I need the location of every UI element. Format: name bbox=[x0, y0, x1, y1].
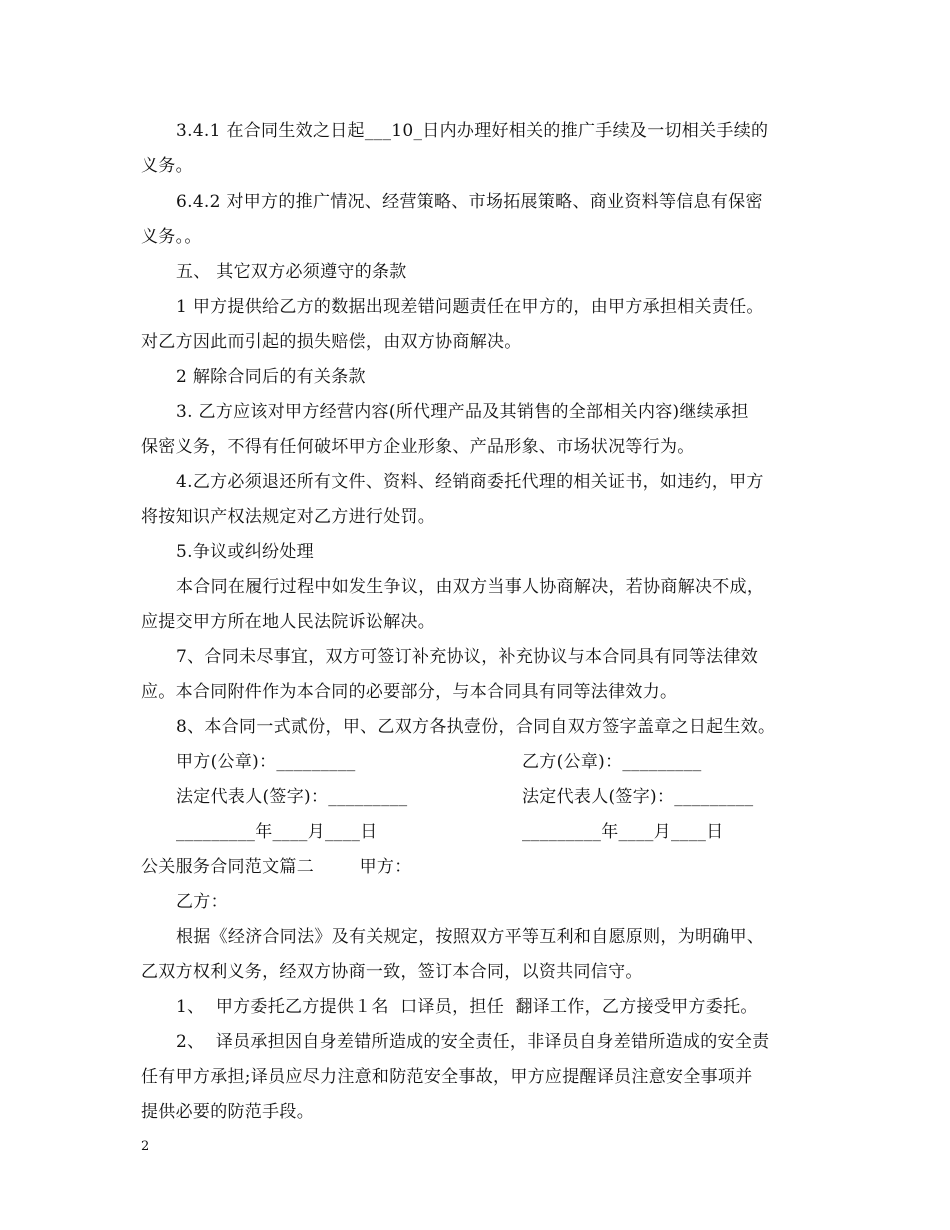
party-a-seal: 甲方(公章)：_________ bbox=[176, 752, 356, 772]
paragraph-line: 应。本合同附件作为本合同的必要部分，与本合同具有同等法律效力。 bbox=[141, 682, 678, 702]
paragraph-line: 2 解除合同后的有关条款 bbox=[176, 367, 366, 387]
paragraph-line: 保密义务，不得有任何破坏甲方企业形象、产品形象、市场状况等行为。 bbox=[141, 437, 695, 457]
party-a-date: _________年____月____日 bbox=[176, 822, 378, 842]
paragraph-line: 5.争议或纠纷处理 bbox=[176, 542, 314, 562]
paragraph-line: 任有甲方承担;译员应尽力注意和防范安全事故，甲方应提醒译员注意安全事项并 bbox=[141, 1067, 753, 1087]
paragraph-line: 3.4.1 在合同生效之日起___10_日内办理好相关的推广手续及一切相关手续的 bbox=[176, 121, 769, 141]
paragraph-line: 义务。。 bbox=[141, 227, 202, 247]
paragraph-line: 乙双方权利义务，经双方协商一致，签订本合同，以资共同信守。 bbox=[141, 962, 643, 982]
paragraph-line: 将按知识产权法规定对乙方进行处罚。 bbox=[141, 507, 436, 527]
section-heading: 五、 其它双方必须遵守的条款 bbox=[176, 262, 407, 282]
party-b-label: 乙方： bbox=[176, 892, 228, 912]
page-number: 2 bbox=[141, 1139, 150, 1154]
section-title: 公关服务合同范文篇二 甲方： bbox=[141, 857, 412, 877]
paragraph-line: 对乙方因此而引起的损失赔偿，由双方协商解决。 bbox=[141, 332, 522, 352]
paragraph-line: 1、 甲方委托乙方提供１名 口译员，担任 翻译工作，乙方接受甲方委托。 bbox=[176, 997, 758, 1017]
paragraph-line: 本合同在履行过程中如发生争议，由双方当事人协商解决，若协商解决不成， bbox=[176, 577, 765, 597]
paragraph-line: 3. 乙方应该对甲方经营内容(所代理产品及其销售的全部相关内容)继续承担 bbox=[176, 402, 749, 422]
paragraph-line: 2、 译员承担因自身差错所造成的安全责任，非译员自身差错所造成的安全责 bbox=[176, 1032, 770, 1052]
party-b-seal: 乙方(公章)：_________ bbox=[522, 752, 702, 772]
paragraph-line: 提供必要的防范手段。 bbox=[141, 1102, 314, 1122]
party-b-representative: 法定代表人(签字)：_________ bbox=[522, 787, 754, 807]
paragraph-line: 8、本合同一式贰份，甲、乙双方各执壹份，合同自双方签字盖章之日起生效。 bbox=[176, 717, 776, 737]
paragraph-line: 7、合同未尽事宜，双方可签订补充协议，补充协议与本合同具有同等法律效 bbox=[176, 647, 759, 667]
paragraph-line: 应提交甲方所在地人民法院诉讼解决。 bbox=[141, 612, 436, 632]
paragraph-line: 4.乙方必须退还所有文件、资料、经销商委托代理的相关证书，如违约，甲方 bbox=[176, 472, 764, 492]
paragraph-line: 6.4.2 对甲方的推广情况、经营策略、市场拓展策略、商业资料等信息有保密 bbox=[176, 192, 763, 212]
party-b-date: _________年____月____日 bbox=[522, 822, 724, 842]
paragraph-line: 义务。 bbox=[141, 156, 193, 176]
party-a-representative: 法定代表人(签字)：_________ bbox=[176, 787, 408, 807]
paragraph-line: 1 甲方提供给乙方的数据出现差错问题责任在甲方的，由甲方承担相关责任。 bbox=[176, 297, 764, 317]
paragraph-line: 根据《经济合同法》及有关规定，按照双方平等互利和自愿原则，为明确甲、 bbox=[176, 927, 765, 947]
